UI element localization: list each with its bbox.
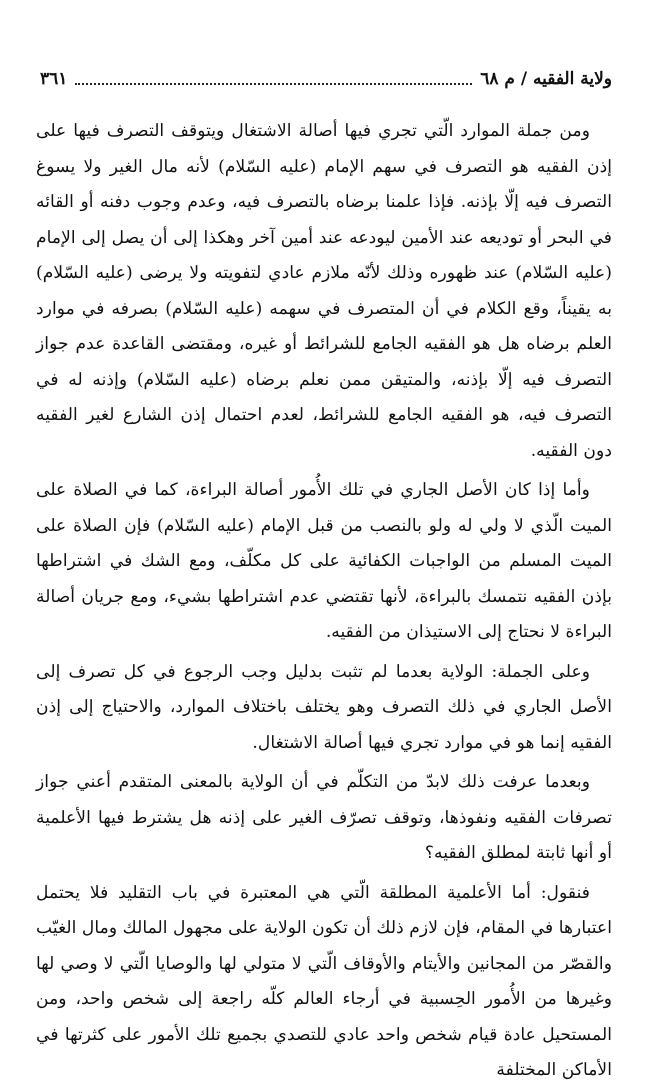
dotted-leader [75,73,472,85]
paragraph-1: ومن جملة الموارد الّتي تجري فيها أصالة الاشتغال ويتوقف التصرف فيها على إذن الفقيه هو التصرف في سهم الإمام (عليه السّلام) لأنه مال الغير ولا يسوغ التصرف فيه إلّا بإذنه. فإذا علمنا برضاه بالتصرف فيه، وعدم وجوب دفنه أو القائه في البحر أو توديعه عند الأمين ليودعه عند أمين آخر وهكذا إلى أن يصل إلى الإمام (عليه السّلام) عند ظهوره وذلك لأنّه ملازم عادي لتفويته ولا يرضى (عليه السّلام) به يقيناً، وقع الكلام في أن المتصرف في سهمه (عليه السّلام) بصرفه في موارد العلم برضاه هل هو الفقيه الجامع للشرائط أو غيره، ومقتضى القاعدة عدم جواز التصرف فيه إلّا بإذنه، والمتيقن ممن نعلم برضاه (عليه السّلام) وإذنه له في التصرف فيه، هو الفقيه الجامع للشرائط، لعدم احتمال إذن الشارع لغير الفقيه دون الفقيه. [36,121,612,461]
paragraph-3: وعلى الجملة: الولاية بعدما لم تثبت بدليل وجب الرجوع في كل تصرف إلى الأصل الجاري في ذلك التصرف وهو يختلف باختلاف الموارد، والاحتياج إلى إذن الفقيه إنما هو في موارد تجري فيها أصالة الاشتغال. [36,661,612,753]
paragraph-4: وبعدما عرفت ذلك لابدّ من التكلّم في أن الولاية بالمعنى المتقدم أعني جواز تصرفات الفقيه ونفوذها، وتوقف تصرّف الغير على إذنه هل يشترط فيها الأعلمية أو أنها ثابتة لمطلق الفقيه؟ [36,772,612,863]
header-title: ولاية الفقيه / م ٦٨ [480,69,612,89]
paragraph-2: وأما إذا كان الأصل الجاري في تلك الأُمور أصالة البراءة، كما في الصلاة على الميت الّذي لا ولي له ولو بالنصب من قبل الإمام (عليه السّلام) فإن الصلاة على الميت المسلم من الواجبات الكفائية على كل مكلّف، ومع الشك في اشتراطها بإذن الفقيه نتمسك بالبراءة، لأنها تقتضي عدم اشتراطها بشيء، ومع جريان أصالة البراءة لا نحتاج إلى الاستيذان من الفقيه. [36,480,612,642]
page-number: ٣٦١ [40,69,68,89]
page-body [36,114,612,1089]
paragraph-5: فنقول: أما الأعلمية المطلقة الّتي هي المعتبرة في باب التقليد فلا يحتمل اعتبارها في المقام، فإن لازم ذلك أن تكون الولاية على مجهول المالك ومال الغيّب والقصّر من المجانين والأيتام والأوقاف الّتي لا متولي لها والوصايا الّتي لا وصي لها وغيرها من الأُمور الحِسبية في أرجاء العالم كلّه راجعة إلى شخص واحد، ومن المستحيل عادة قيام شخص واحد عادي للتصدي بجميع تلك الأمور على كثرتها في الأماكن المختلفة [36,882,612,1080]
running-header [40,66,612,92]
